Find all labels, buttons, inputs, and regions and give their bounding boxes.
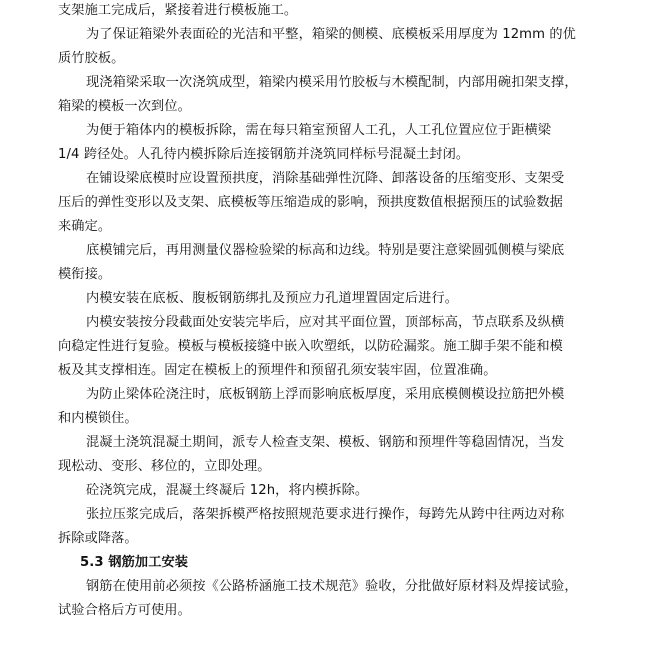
paragraph-line: 来确定。 — [58, 219, 112, 234]
section-heading: 5.3 钢筋加工安装 — [80, 555, 189, 570]
paragraph-line: 内模安装按分段截面处安装完毕后，应对其平面位置，顶部标高，节点联系及纵横 — [86, 315, 565, 330]
paragraph-line: 和内模锁住。 — [58, 411, 138, 426]
paragraph-line: 为了保证箱梁外表面砼的光洁和平整，箱梁的侧模、底模板采用厚度为 12mm 的优 — [86, 27, 576, 42]
paragraph-line: 底模铺完后，再用测量仪器检验梁的标高和边线。特别是要注意梁圆弧侧模与梁底 — [86, 243, 565, 258]
paragraph-line: 为防止梁体砼浇注时，底板钢筋上浮而影响底板厚度，采用底模侧模设拉筋把外模 — [86, 387, 565, 402]
paragraph-line: 钢筋在使用前必须按《公路桥涵施工技术规范》验收，分批做好原材料及焊接试验， — [86, 579, 578, 594]
paragraph-line: 质竹胶板。 — [58, 51, 125, 66]
paragraph-line: 1/4 跨径处。人孔待内模拆除后连接钢筋并浇筑同样标号混凝土封闭。 — [58, 147, 470, 162]
paragraph-line: 试验合格后方可使用。 — [58, 603, 191, 618]
paragraph-line: 模衔接。 — [58, 267, 112, 282]
paragraph-line: 现浇箱梁采取一次浇筑成型，箱梁内模采用竹胶板与木模配制，内部用碗扣架支撑， — [86, 75, 578, 90]
paragraph-line: 张拉压浆完成后，落架拆模严格按照规范要求进行操作，每跨先从跨中往两边对称 — [86, 507, 565, 522]
paragraph-line: 箱梁的模板一次到位。 — [58, 99, 191, 114]
paragraph-line: 在铺设梁底模时应设置预拱度，消除基础弹性沉降、卸落设备的压缩变形、支架受 — [86, 171, 565, 186]
paragraph-line: 混凝土浇筑混凝土期间，派专人检查支架、模板、钢筋和预埋件等稳固情况，当发 — [86, 435, 565, 450]
paragraph-line: 现松动、变形、移位的，立即处理。 — [58, 459, 271, 474]
paragraph-line: 砼浇筑完成，混凝土终凝后 12h，将内模拆除。 — [86, 483, 369, 498]
paragraph-line: 内模安装在底板、腹板钢筋绑扎及预应力孔道埋置固定后进行。 — [86, 291, 459, 306]
paragraph-line: 板及其支撑相连。固定在模板上的预埋件和预留孔须安装牢固，位置准确。 — [58, 363, 497, 378]
paragraph-line: 压后的弹性变形以及支架、底模板等压缩造成的影响，预拱度数值根据预压的试验数据 — [58, 195, 563, 210]
paragraph-line: 支架施工完成后，紧接着进行模板施工。 — [58, 3, 298, 18]
paragraph-line: 为便于箱体内的模板拆除，需在每只箱室预留人工孔，人工孔位置应位于距横梁 — [86, 123, 552, 138]
paragraph-line: 向稳定性进行复验。模板与模板接缝中嵌入吹塑纸，以防砼漏浆。施工脚手架不能和模 — [58, 339, 563, 354]
paragraph-line: 拆除或降落。 — [58, 531, 138, 546]
